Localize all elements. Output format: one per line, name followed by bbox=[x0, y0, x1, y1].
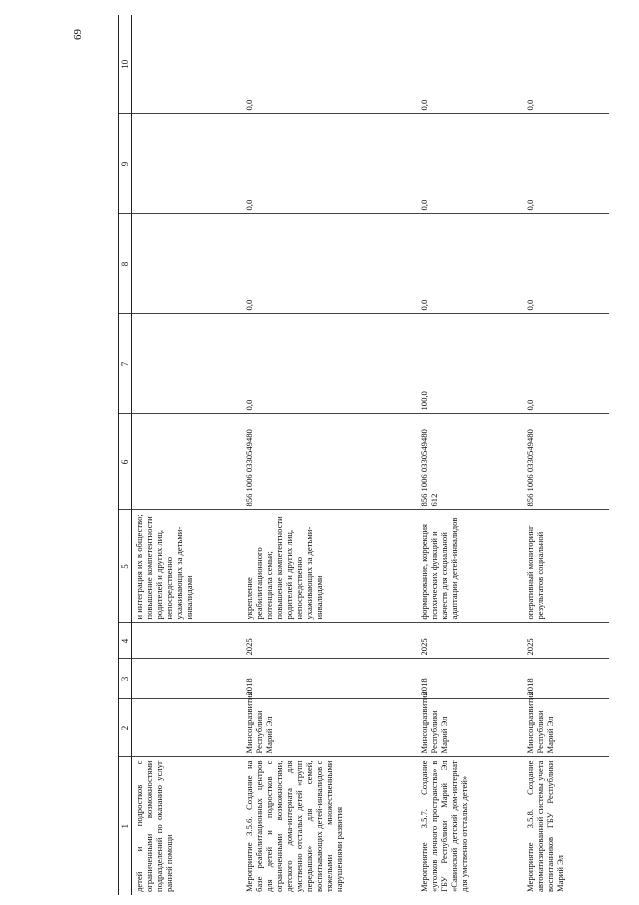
budget-code-cell: 856 1006 0330549480 612 bbox=[403, 414, 509, 510]
column-header-2: 2 bbox=[119, 699, 132, 757]
executor-cell: Минсоцразвития Республики Марий Эл bbox=[228, 699, 403, 757]
column-header-4: 4 bbox=[119, 623, 132, 659]
measure-name-cell: Мероприятие 3.5.6. Создание на базе реабилитационных центров для детей и подростков с ограниченными возможностями, детского дома-интерната для умственно отсталых детей «групп передышки» для семей, воспитывающих детей-инвалидов с тяжелыми множественными нарушениями развития bbox=[243, 760, 344, 892]
start-year-cell bbox=[132, 659, 228, 699]
value-cell-8: 0,0 bbox=[509, 214, 609, 314]
table-row bbox=[228, 15, 403, 895]
value-cell-9: 0,0 bbox=[509, 114, 609, 214]
measure-name-cell: Мероприятие 3.5.8. Создание автоматизированной системы учета воспитанников ГБУ Республики Марий Эл bbox=[524, 760, 565, 892]
expected-result-cell: формирование, коррекция психических функций и качеств для социальной адаптации детей-инвалидов bbox=[403, 510, 509, 623]
executor-cell bbox=[132, 699, 228, 757]
start-year-cell: 2018 bbox=[509, 659, 609, 699]
budget-code-cell: 856 1006 0330549480 bbox=[509, 414, 609, 510]
column-header-1: 1 bbox=[119, 757, 132, 895]
expected-result-cell: и интеграция их в общество; повышение компетентности родителей и других лиц, непосредственно ухаживающих за детьми-инвалидами bbox=[132, 510, 228, 623]
value-cell-9 bbox=[132, 114, 228, 214]
end-year-cell: 2025 bbox=[509, 623, 609, 659]
table-row bbox=[132, 15, 228, 895]
value-cell-10: 0,0 bbox=[228, 15, 403, 114]
value-cell-7: 100,0 bbox=[403, 314, 509, 414]
value-cell-7: 0,0 bbox=[228, 314, 403, 414]
executor-cell: Минсоцразвития Республики Марий Эл bbox=[509, 699, 609, 757]
value-cell-8: 0,0 bbox=[228, 214, 403, 314]
expected-result-cell: укрепление реабилитационного потенциала семьи; повышение компетентности родителей и других лиц, непосредственно ухаживающих за детьми-инвалидами bbox=[228, 510, 403, 623]
value-cell-9: 0,0 bbox=[403, 114, 509, 214]
value-cell-8 bbox=[132, 214, 228, 314]
program-measures-table bbox=[118, 15, 609, 895]
page-number: 69 bbox=[72, 29, 84, 40]
column-header-5: 5 bbox=[119, 510, 132, 623]
column-header-7: 7 bbox=[119, 314, 132, 414]
value-cell-10 bbox=[132, 15, 228, 114]
column-header-3: 3 bbox=[119, 659, 132, 699]
measure-name-cell: детей и подростков с ограниченными возможностями подразделений по оказанию услуг ранней помощи bbox=[134, 760, 174, 892]
budget-code-cell: 856 1006 0330549480 bbox=[228, 414, 403, 510]
value-cell-9: 0,0 bbox=[228, 114, 403, 214]
column-header-8: 8 bbox=[119, 214, 132, 314]
column-header-10: 10 bbox=[119, 15, 132, 114]
value-cell-7: 0,0 bbox=[509, 314, 609, 414]
start-year-cell: 2018 bbox=[228, 659, 403, 699]
end-year-cell bbox=[132, 623, 228, 659]
measure-name-cell: Мероприятие 3.5.7. Создание «уголков личного пространства» в ГБУ Республики Марий Эл «Савинский детский дом-интернат для умственно отсталых детей» bbox=[418, 760, 469, 892]
table-row bbox=[403, 15, 509, 895]
budget-code-cell bbox=[132, 414, 228, 510]
table-row bbox=[509, 15, 609, 895]
rotated-table-page bbox=[118, 15, 626, 895]
value-cell-10: 0,0 bbox=[509, 15, 609, 114]
column-header-6: 6 bbox=[119, 414, 132, 510]
column-header-9: 9 bbox=[119, 114, 132, 214]
column-number-row bbox=[119, 15, 132, 895]
value-cell-10: 0,0 bbox=[403, 15, 509, 114]
value-cell-8: 0,0 bbox=[403, 214, 509, 314]
value-cell-7 bbox=[132, 314, 228, 414]
executor-cell: Минсоцразвития Республики Марий Эл bbox=[403, 699, 509, 757]
start-year-cell: 2018 bbox=[403, 659, 509, 699]
end-year-cell: 2025 bbox=[403, 623, 509, 659]
end-year-cell: 2025 bbox=[228, 623, 403, 659]
expected-result-cell: оперативный мониторинг результатов социальной bbox=[509, 510, 609, 623]
